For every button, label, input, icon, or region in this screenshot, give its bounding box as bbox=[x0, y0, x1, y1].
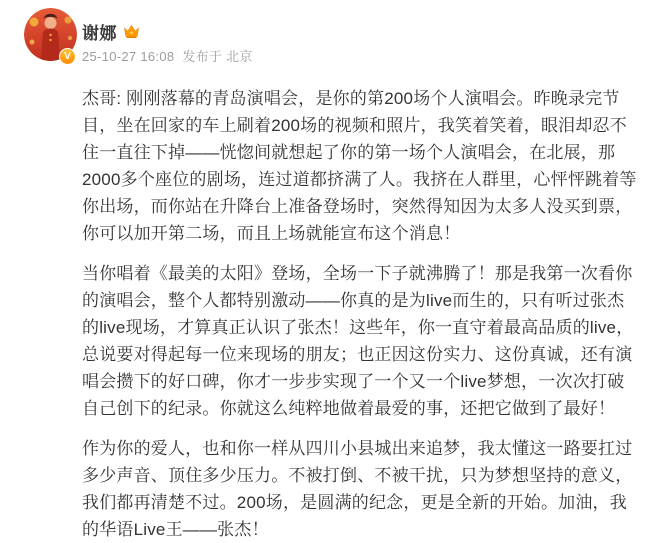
author-line bbox=[82, 19, 140, 44]
post-content bbox=[82, 62, 637, 543]
post-paragraph: 当你唱着《最美的太阳》登场，全场一下子就沸腾了！那是我第一次看你的演唱会，整个人都特别激动——你真的是为live而生的，只有听过张杰的live现场，才算真正认识了张杰！这些年，你一直守着最高品质的live，总说要对得起每一位来现场的朋友；也正因这份实力、这份真诚，还有演唱会攒下的好口碑，你才一步步实现了一个又一个live梦想，一次次打破自己创下的纪录。你就这么纯粹地做着最爱的事，还把它做到了最好！ bbox=[82, 264, 634, 418]
post-meta bbox=[82, 46, 257, 65]
post-paragraph: 作为你的爱人，也和你一样从四川小县城出来追梦，我太懂这一路要扛过多少声音、顶住多少压力。不被打倒、不被干扰，只为梦想坚持的意义，我们都再清楚不过。200场，是圆满的纪念，更是全新的开始。加油，我的华语Live王——张杰！ bbox=[82, 439, 633, 539]
post-time: 25-10-27 16:08 bbox=[82, 49, 175, 64]
post-paragraph: 杰哥: 刚刚落幕的青岛演唱会，是你的第200场个人演唱会。昨晚录完节目，坐在回家的车上刷着200场的视频和照片，我笑着笑着，眼泪却忍不住一直往下掉——恍惚间就想起了你的第一场个人演唱会，在北展，那2000多个座位的剧场，连过道都挤满了人。我挤在人群里，心怦怦跳着等你出场，而你站在升降台上准备登场时，突然得知因为太多人没买到票，你可以加开第二场，而且上场就能宣布这个消息！ bbox=[82, 89, 637, 243]
post-header bbox=[0, 0, 650, 62]
verified-v-icon: V bbox=[59, 48, 76, 65]
avatar[interactable] bbox=[24, 8, 77, 61]
author-name[interactable]: 谢娜 bbox=[82, 24, 117, 43]
vip-crown-icon bbox=[123, 24, 140, 39]
post-location: 发布于 北京 bbox=[182, 49, 253, 64]
